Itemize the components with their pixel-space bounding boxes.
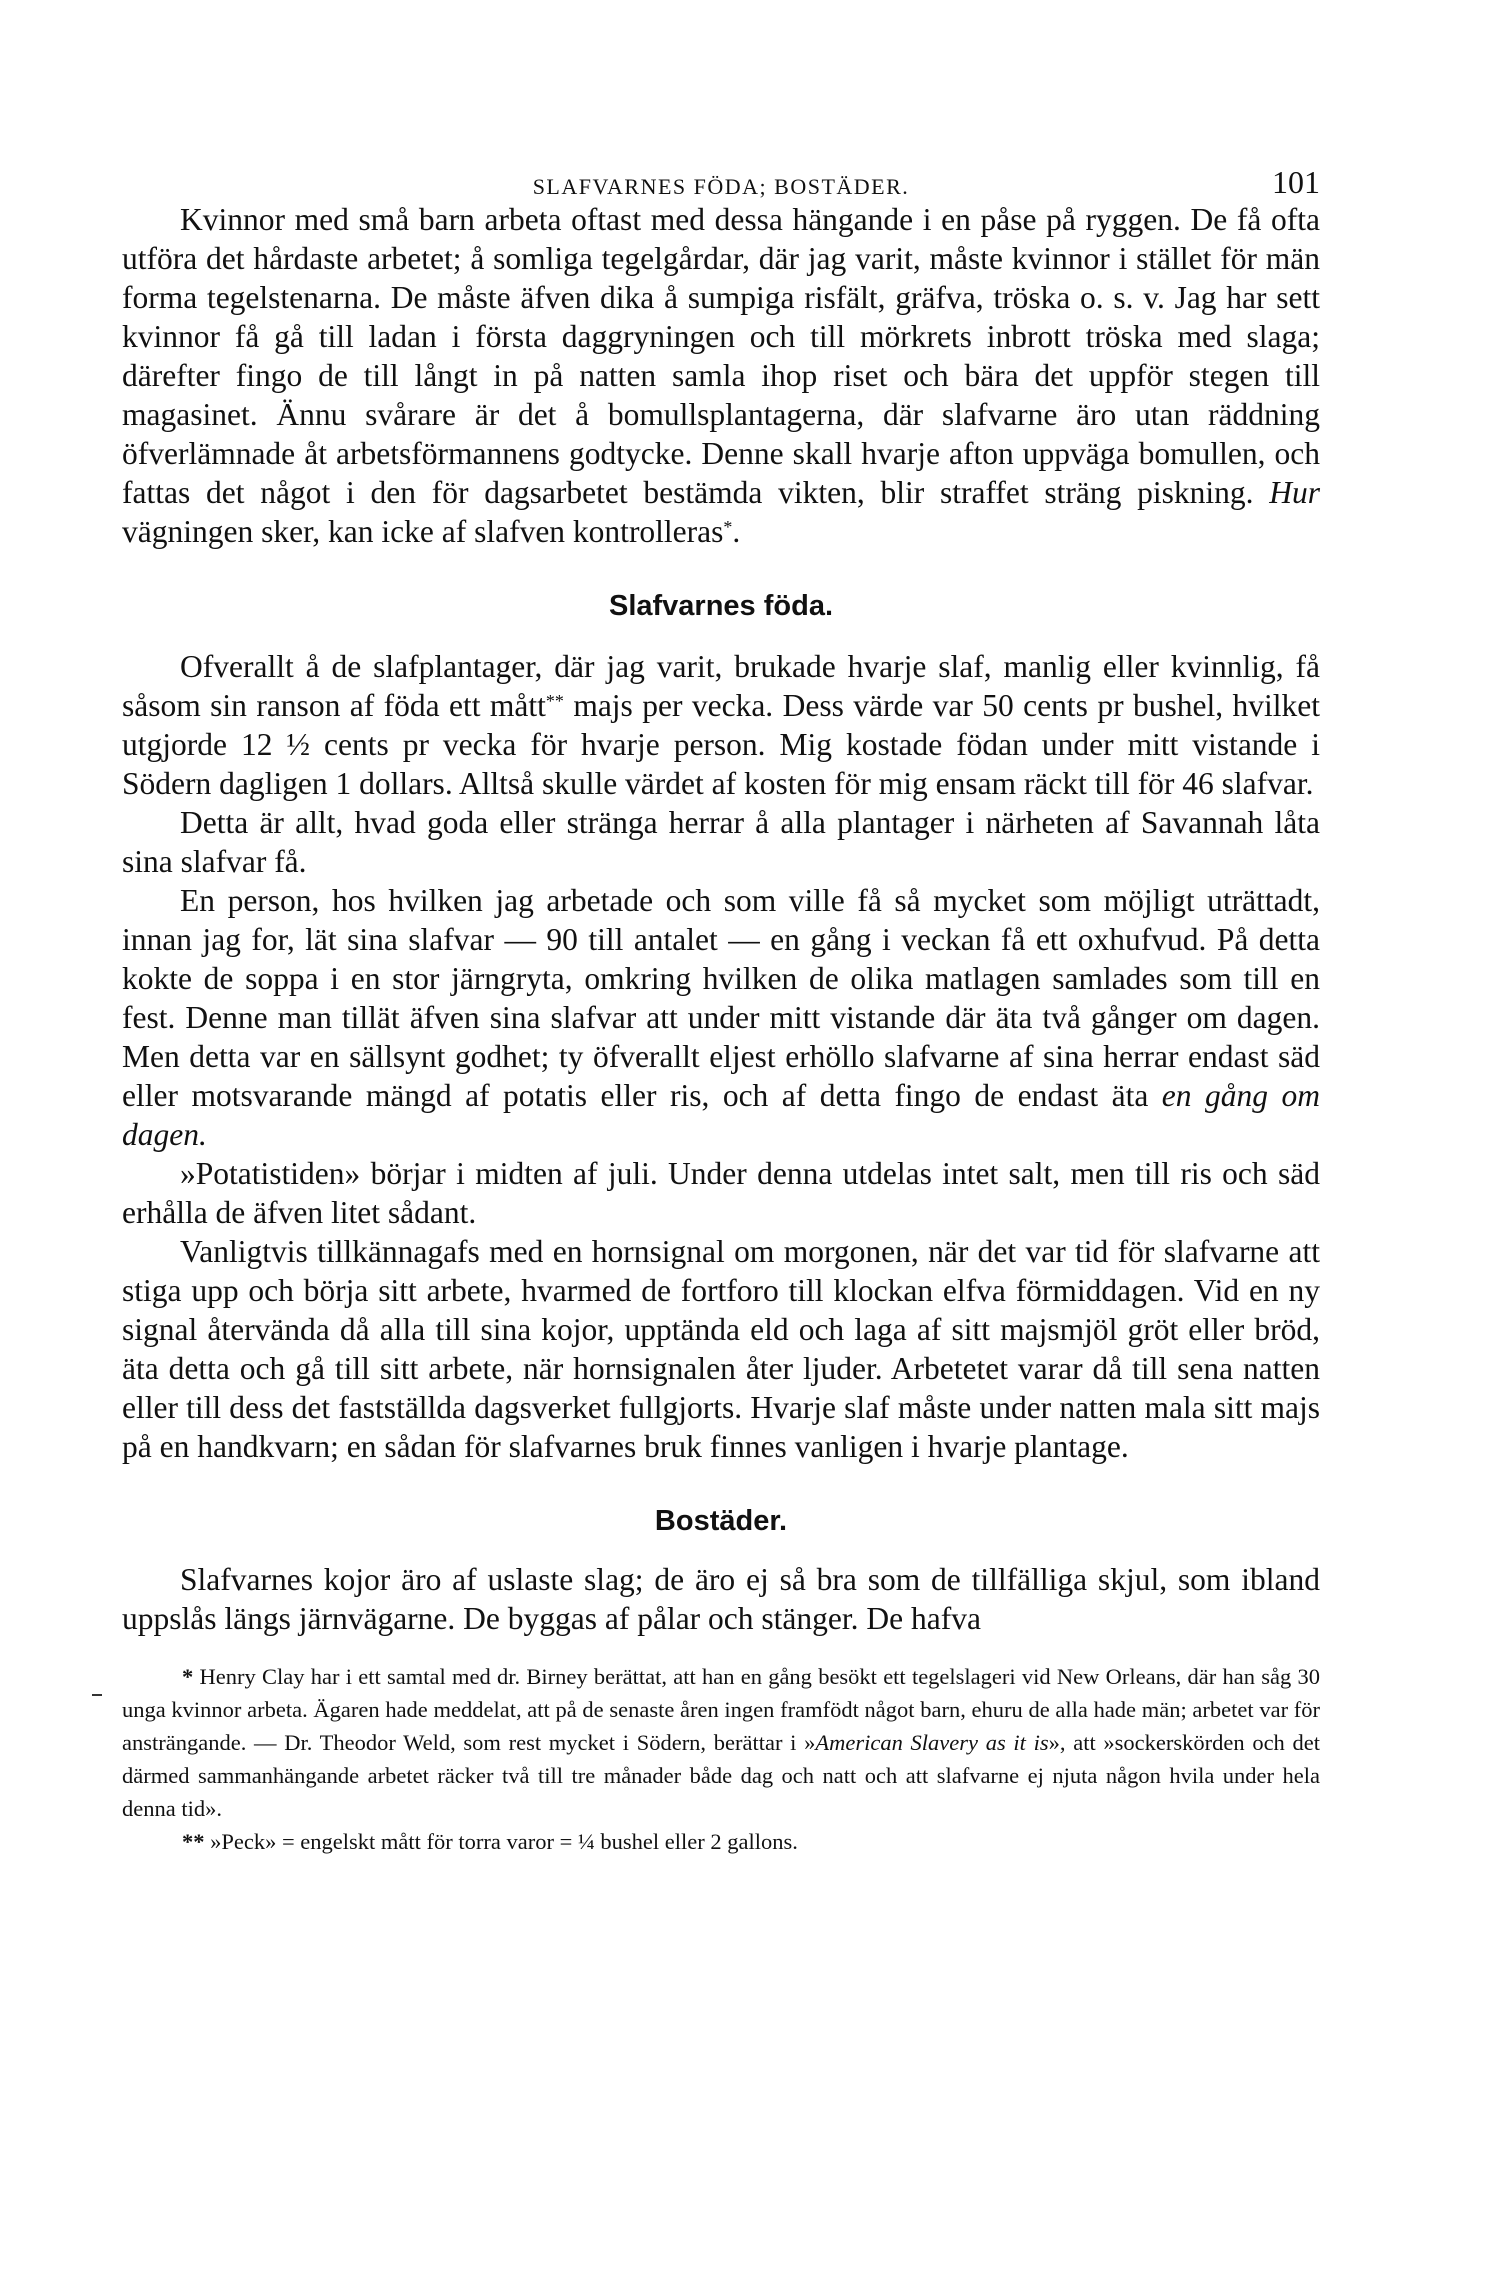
- foda-paragraph-5: Vanligtvis tillkännagafs med en hornsignal om morgonen, när det var tid för slafvarne att stiga upp och börja sitt arbete, hvarmed de fortforo till klockan elfva förmiddagen. Vid en ny signal återvända då alla till sina kojor, upptända eld och laga af sitt majsmjöl gröt eller bröd, äta detta och gå till sitt arbete, när hornsignalen åter ljuder. Arbetetet varar då till sena natten eller till dess det fastställda dagsverket fullgjorts. Hvarje slaf måste under natten mala sitt majs på en handkvarn; en sådan för slafvarnes bruk finnes vanligen i hvarje plantage.: [122, 1234, 1320, 1464]
- foda-p3-italic: en gång om dagen.: [122, 1078, 1320, 1152]
- footnotes: [122, 1660, 1320, 1858]
- intro-italic: Hur: [1269, 475, 1320, 510]
- intro-text-3: .: [732, 514, 741, 549]
- margin-mark: [92, 1694, 102, 1696]
- footnote-ref-1: *: [723, 517, 733, 537]
- intro-text-1: Kvinnor med små barn arbeta oftast med dessa hängande i en påse på ryggen. De få ofta utföra det hårdaste arbetet; å somliga tegelgårdar, där jag varit, måste kvinnor i stället för män forma tegelstenarna. De måste äfven dika å sumpiga risfält, gräfva, tröska o. s. v. Jag har sett kvinnor få gå till ladan i första daggryningen och till mörkrets inbrott tröska med slaga; därefter fingo de till långt in på natten samla ihop riset och bära det uppför stegen till magasinet. Ännu svårare är det å bomullsplantagerna, där slafvarne äro utan räddning öfverlämnade åt arbetsförmannens godtycke. Denne skall hvarje afton uppväga bomullen, och fattas det något i den för dagsarbetet bestämda vikten, blir straffet sträng piskning.: [122, 202, 1320, 510]
- page-header: [122, 160, 1320, 200]
- bostader-paragraph-1: Slafvarnes kojor äro af uslaste slag; de äro ej så bra som de tillfälliga skjul, som ibland uppslås längs järnvägarne. De byggas af pålar och stänger. De hafva: [122, 1562, 1320, 1636]
- section-heading-foda: Slafvarnes föda.: [608, 590, 834, 622]
- footnote-1-a: Henry Clay har i ett samtal med dr. Birney berättat, att han en gång besökt ett tegelslageri vid New Orleans, där han såg 30 unga kvinnor arbeta. Ägaren hade meddelat, att på de senaste åren ingen framfödt något barn, ehuru de alla hade män; arbetet var för ansträngande. — Dr. Theodor Weld, som rest mycket i Södern, berättar i »: [122, 1664, 1320, 1755]
- section-heading-bostader: Bostäder.: [654, 1505, 788, 1537]
- book-page: [122, 160, 1320, 1858]
- footnote-2-mark: **: [182, 1829, 205, 1854]
- footnote-1: [122, 1660, 1320, 1825]
- foda-p1-a: Ofverallt å de slafplantager, där jag varit, brukade hvarje slaf, manlig eller kvinnlig, få såsom sin ranson af föda ett mått: [122, 649, 1320, 723]
- foda-paragraph-4: »Potatistiden» börjar i midten af juli. Under denna utdelas intet salt, men till ris och säd erhålla de äfven litet sådant.: [122, 1156, 1320, 1230]
- foda-paragraph-1: [122, 647, 1320, 803]
- running-head: SLAFVARNES FÖDA; BOSTÄDER.: [532, 174, 910, 199]
- footnote-1-b: », att »sockerskörden och det därmed sammanhängande arbetet räcker två till tre månader både dag och natt och att slafvarne ej njuta någon hvila under hela denna tid».: [122, 1730, 1320, 1821]
- foda-p1-b: majs per vecka. Dess värde var 50 cents pr bushel, hvilket utgjorde 12 ½ cents pr vecka för hvarje person. Mig kostade födan under mitt vistande i Södern dagligen 1 dollars. Alltså skulle värdet af kosten för mig ensam räckt till för 46 slafvar.: [122, 688, 1320, 801]
- foda-paragraph-3: [122, 881, 1320, 1154]
- footnote-1-italic: American Slavery as it is: [815, 1730, 1049, 1755]
- foda-p3-a: En person, hos hvilken jag arbetade och som ville få så mycket som möjligt uträttadt, innan jag for, lät sina slafvar — 90 till antalet — en gång i veckan få ett oxhufvud. På detta kokte de soppa i en stor järngryta, omkring hvilken de olika matlagen samlades som till en fest. Denne man tillät äfven sina slafvar att under mitt vistande där äta två gånger om dagen. Men detta var en sällsynt godhet; ty öfverallt eljest erhöllo slafvarne af sina herrar endast säd eller motsvarande mängd af potatis eller ris, och af detta fingo de endast äta: [122, 883, 1320, 1113]
- footnote-2: [122, 1825, 1320, 1858]
- footnote-ref-2: **: [545, 691, 564, 711]
- footnote-2-text: »Peck» = engelskt mått för torra varor = ¼ bushel eller 2 gallons.: [204, 1829, 798, 1854]
- intro-text-2: vägningen sker, kan icke af slafven kontrolleras: [122, 514, 724, 549]
- footnote-1-mark: *: [182, 1664, 194, 1689]
- foda-paragraph-2: Detta är allt, hvad goda eller stränga herrar å alla plantager i närheten af Savannah låta sina slafvar få.: [122, 805, 1320, 879]
- intro-paragraph: [122, 200, 1320, 551]
- page-number: 101: [1272, 164, 1320, 200]
